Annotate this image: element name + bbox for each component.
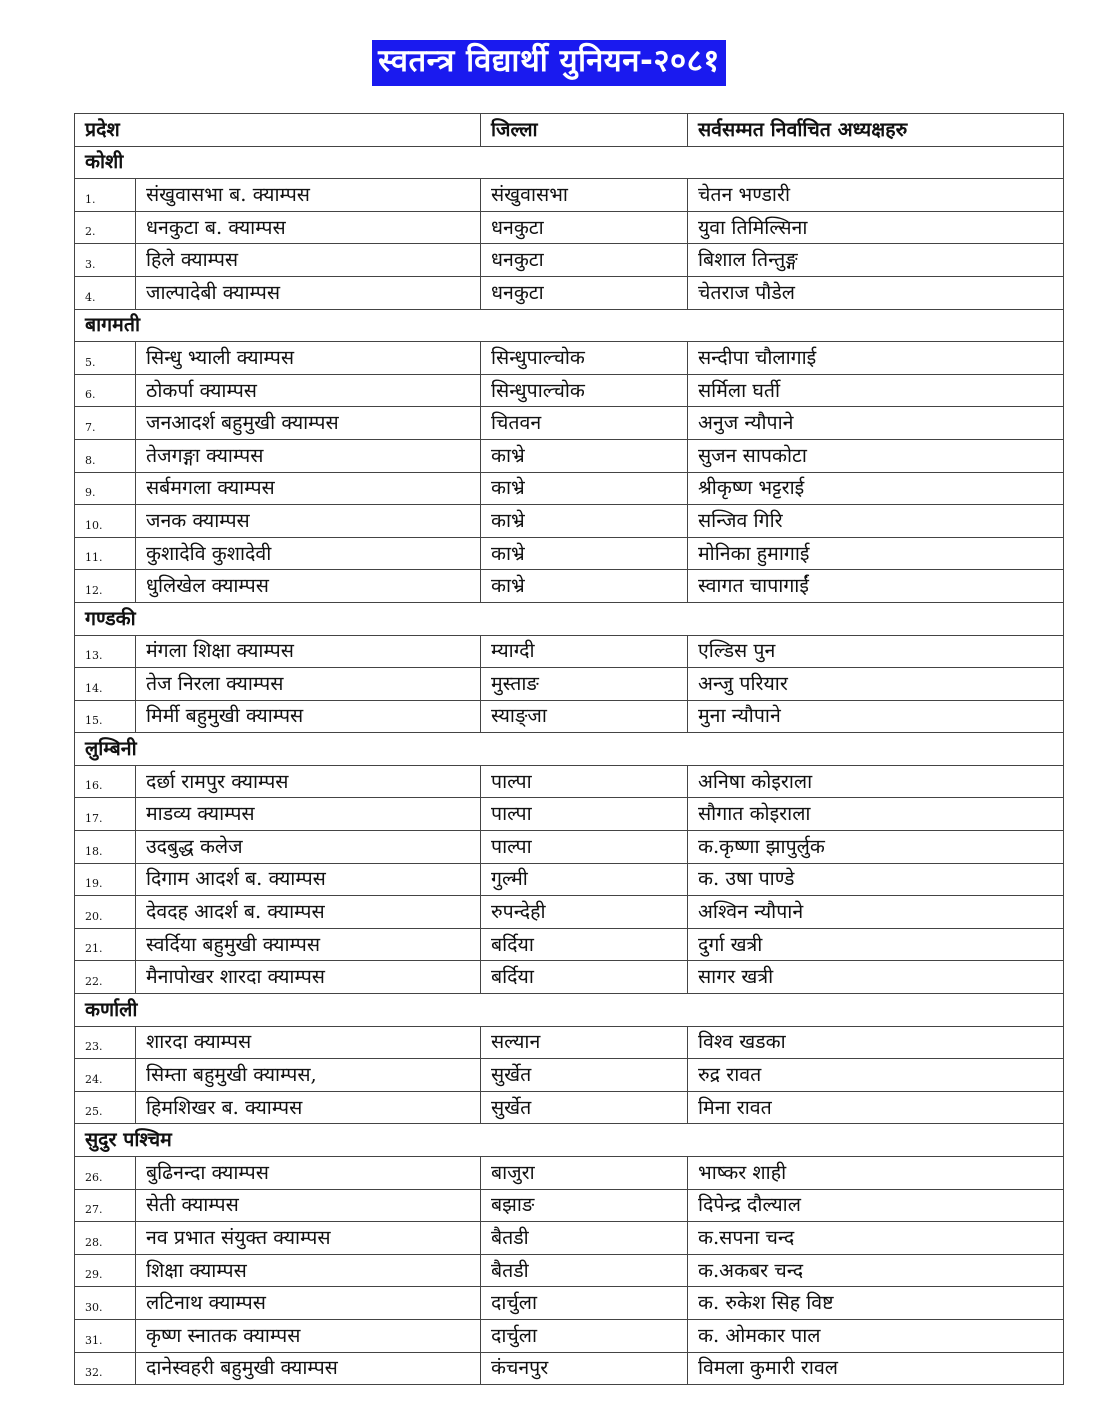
table-row <box>75 1254 1064 1287</box>
campus-name: धुलिखेल क्याम्पस <box>136 570 481 603</box>
province-name: बागमती <box>75 309 1064 342</box>
row-number: 21. <box>75 928 136 961</box>
president-name: सागर खत्री <box>688 961 1064 994</box>
header-province: प्रदेश <box>75 114 481 147</box>
table-row <box>75 961 1064 994</box>
row-number: 17. <box>75 798 136 831</box>
campus-name: सिन्धु भ्याली क्याम्पस <box>136 342 481 375</box>
president-name: बिशाल तिन्तुङ्ग <box>688 244 1064 277</box>
table-row <box>75 537 1064 570</box>
row-number: 5. <box>75 342 136 375</box>
table-row <box>75 1189 1064 1222</box>
row-number: 9. <box>75 472 136 505</box>
president-name: क.कृष्णा झापुर्लुक <box>688 831 1064 864</box>
table-row <box>75 472 1064 505</box>
row-number: 24. <box>75 1059 136 1092</box>
campus-name: संखुवासभा ब. क्याम्पस <box>136 179 481 212</box>
president-name: अन्जु परियार <box>688 668 1064 701</box>
campus-name: माडव्य क्याम्पस <box>136 798 481 831</box>
district-name: संखुवासभा <box>481 179 688 212</box>
district-name: धनकुटा <box>481 244 688 277</box>
campus-name: उदबुद्ध कलेज <box>136 831 481 864</box>
presidents-table <box>74 113 1064 1385</box>
district-name: सिन्धुपाल्चोक <box>481 342 688 375</box>
president-name: स्वागत चापागाईं <box>688 570 1064 603</box>
row-number: 3. <box>75 244 136 277</box>
campus-name: मिर्मी बहुमुखी क्याम्पस <box>136 700 481 733</box>
campus-name: सर्बमगला क्याम्पस <box>136 472 481 505</box>
president-name: अनुज न्यौपाने <box>688 407 1064 440</box>
district-name: धनकुटा <box>481 211 688 244</box>
campus-name: नव प्रभात संयुक्त क्याम्पस <box>136 1222 481 1255</box>
document-title: स्वतन्त्र विद्यार्थी युनियन-२०८१ <box>372 40 726 86</box>
row-number: 31. <box>75 1319 136 1352</box>
district-name: बाजुरा <box>481 1157 688 1190</box>
province-row <box>75 994 1064 1027</box>
district-name: चितवन <box>481 407 688 440</box>
table-row <box>75 798 1064 831</box>
row-number: 30. <box>75 1287 136 1320</box>
president-name: सर्मिला घर्ती <box>688 374 1064 407</box>
province-row <box>75 309 1064 342</box>
district-name: म्याग्दी <box>481 635 688 668</box>
campus-name: मंगला शिक्षा क्याम्पस <box>136 635 481 668</box>
president-name: श्रीकृष्ण भट्टराई <box>688 472 1064 505</box>
president-name: युवा तिमिल्सिना <box>688 211 1064 244</box>
district-name: पाल्पा <box>481 765 688 798</box>
row-number: 25. <box>75 1091 136 1124</box>
campus-name: स्वर्दिया बहुमुखी क्याम्पस <box>136 928 481 961</box>
campus-name: कुशादेवि कुशादेवी <box>136 537 481 570</box>
row-number: 19. <box>75 863 136 896</box>
campus-name: कृष्ण स्नातक क्याम्पस <box>136 1319 481 1352</box>
district-name: गुल्मी <box>481 863 688 896</box>
president-name: सन्दीपा चौलागाई <box>688 342 1064 375</box>
province-row <box>75 146 1064 179</box>
district-name: काभ्रे <box>481 472 688 505</box>
campus-name: तेजगङ्गा क्याम्पस <box>136 439 481 472</box>
table-row <box>75 863 1064 896</box>
row-number: 20. <box>75 896 136 929</box>
president-name: क. उषा पाण्डे <box>688 863 1064 896</box>
table-row <box>75 831 1064 864</box>
district-name: सुर्खेत <box>481 1059 688 1092</box>
table-row <box>75 1287 1064 1320</box>
row-number: 7. <box>75 407 136 440</box>
table-row <box>75 700 1064 733</box>
district-name: धनकुटा <box>481 276 688 309</box>
president-name: मोनिका हुमागाई <box>688 537 1064 570</box>
campus-name: सिम्ता बहुमुखी क्याम्पस, <box>136 1059 481 1092</box>
province-name: कर्णाली <box>75 994 1064 1027</box>
table-row <box>75 342 1064 375</box>
province-name: कोशी <box>75 146 1064 179</box>
campus-name: शिक्षा क्याम्पस <box>136 1254 481 1287</box>
district-name: बझाङ <box>481 1189 688 1222</box>
row-number: 12. <box>75 570 136 603</box>
president-name: दिपेन्द्र दौल्याल <box>688 1189 1064 1222</box>
campus-name: मैनापोखर शारदा क्याम्पस <box>136 961 481 994</box>
president-name: विश्व खडका <box>688 1026 1064 1059</box>
row-number: 18. <box>75 831 136 864</box>
table-row <box>75 668 1064 701</box>
district-name: बैतडी <box>481 1254 688 1287</box>
province-row <box>75 1124 1064 1157</box>
province-name: लुम्बिनी <box>75 733 1064 766</box>
campus-name: हिले क्याम्पस <box>136 244 481 277</box>
table-row <box>75 244 1064 277</box>
president-name: मुना न्यौपाने <box>688 700 1064 733</box>
row-number: 11. <box>75 537 136 570</box>
table-row <box>75 928 1064 961</box>
table-row <box>75 505 1064 538</box>
president-name: दुर्गा खत्री <box>688 928 1064 961</box>
table-row <box>75 1157 1064 1190</box>
row-number: 15. <box>75 700 136 733</box>
row-number: 10. <box>75 505 136 538</box>
president-name: सौगात कोइराला <box>688 798 1064 831</box>
president-name: सुजन सापकोटा <box>688 439 1064 472</box>
campus-name: दर्छा रामपुर क्याम्पस <box>136 765 481 798</box>
president-name: सन्जिव गिरि <box>688 505 1064 538</box>
table-row <box>75 1352 1064 1385</box>
district-name: मुस्ताङ <box>481 668 688 701</box>
province-name: सुदुर पश्चिम <box>75 1124 1064 1157</box>
district-name: दार्चुला <box>481 1319 688 1352</box>
row-number: 6. <box>75 374 136 407</box>
header-district: जिल्ला <box>481 114 688 147</box>
table-row <box>75 1059 1064 1092</box>
campus-name: लटिनाथ क्याम्पस <box>136 1287 481 1320</box>
president-name: चेतन भण्डारी <box>688 179 1064 212</box>
table-row <box>75 374 1064 407</box>
district-name: बर्दिया <box>481 928 688 961</box>
campus-name: शारदा क्याम्पस <box>136 1026 481 1059</box>
campus-name: हिमशिखर ब. क्याम्पस <box>136 1091 481 1124</box>
president-name: क.अकबर चन्द <box>688 1254 1064 1287</box>
table-header-row <box>75 114 1064 147</box>
president-name: रुद्र रावत <box>688 1059 1064 1092</box>
row-number: 14. <box>75 668 136 701</box>
district-name: कंचनपुर <box>481 1352 688 1385</box>
district-name: स्याङ्जा <box>481 700 688 733</box>
table-row <box>75 179 1064 212</box>
district-name: काभ्रे <box>481 537 688 570</box>
province-row <box>75 602 1064 635</box>
table-row <box>75 211 1064 244</box>
district-name: बर्दिया <box>481 961 688 994</box>
campus-name: दिगाम आदर्श ब. क्याम्पस <box>136 863 481 896</box>
campus-name: जाल्पादेबी क्याम्पस <box>136 276 481 309</box>
district-name: बैतडी <box>481 1222 688 1255</box>
district-name: सिन्धुपाल्चोक <box>481 374 688 407</box>
president-name: अनिषा कोइराला <box>688 765 1064 798</box>
title-wrap <box>0 40 1098 86</box>
district-name: सल्यान <box>481 1026 688 1059</box>
row-number: 29. <box>75 1254 136 1287</box>
president-name: मिना रावत <box>688 1091 1064 1124</box>
campus-name: जनक क्याम्पस <box>136 505 481 538</box>
header-president: सर्वसम्मत निर्वाचित अध्यक्षहरु <box>688 114 1064 147</box>
campus-name: देवदह आदर्श ब. क्याम्पस <box>136 896 481 929</box>
row-number: 27. <box>75 1189 136 1222</box>
president-name: क.सपना चन्द <box>688 1222 1064 1255</box>
president-name: क. रुकेश सिह विष्ट <box>688 1287 1064 1320</box>
campus-name: दानेस्वहरी बहुमुखी क्याम्पस <box>136 1352 481 1385</box>
table-row <box>75 1319 1064 1352</box>
table-row <box>75 439 1064 472</box>
row-number: 2. <box>75 211 136 244</box>
district-name: काभ्रे <box>481 570 688 603</box>
district-name: सुर्खेत <box>481 1091 688 1124</box>
row-number: 16. <box>75 765 136 798</box>
table-row <box>75 570 1064 603</box>
campus-name: बुढिनन्दा क्याम्पस <box>136 1157 481 1190</box>
president-name: चेतराज पौडेल <box>688 276 1064 309</box>
district-name: दार्चुला <box>481 1287 688 1320</box>
table-row <box>75 896 1064 929</box>
campus-name: ठोकर्पा क्याम्पस <box>136 374 481 407</box>
row-number: 28. <box>75 1222 136 1255</box>
row-number: 32. <box>75 1352 136 1385</box>
row-number: 1. <box>75 179 136 212</box>
campus-name: धनकुटा ब. क्याम्पस <box>136 211 481 244</box>
table-row <box>75 1222 1064 1255</box>
row-number: 26. <box>75 1157 136 1190</box>
president-name: क. ओमकार पाल <box>688 1319 1064 1352</box>
table-row <box>75 1026 1064 1059</box>
row-number: 4. <box>75 276 136 309</box>
row-number: 23. <box>75 1026 136 1059</box>
table-row <box>75 635 1064 668</box>
row-number: 13. <box>75 635 136 668</box>
district-name: काभ्रे <box>481 505 688 538</box>
province-name: गण्डकी <box>75 602 1064 635</box>
district-name: काभ्रे <box>481 439 688 472</box>
table-body <box>75 146 1064 1385</box>
campus-name: सेती क्याम्पस <box>136 1189 481 1222</box>
table-row <box>75 1091 1064 1124</box>
district-name: रुपन्देही <box>481 896 688 929</box>
province-row <box>75 733 1064 766</box>
table-row <box>75 765 1064 798</box>
president-name: एल्डिस पुन <box>688 635 1064 668</box>
row-number: 8. <box>75 439 136 472</box>
row-number: 22. <box>75 961 136 994</box>
campus-name: जनआदर्श बहुमुखी क्याम्पस <box>136 407 481 440</box>
district-name: पाल्पा <box>481 798 688 831</box>
district-name: पाल्पा <box>481 831 688 864</box>
president-name: विमला कुमारी रावल <box>688 1352 1064 1385</box>
campus-name: तेज निरला क्याम्पस <box>136 668 481 701</box>
president-name: अश्विन न्यौपाने <box>688 896 1064 929</box>
table-row <box>75 407 1064 440</box>
president-name: भाष्कर शाही <box>688 1157 1064 1190</box>
table-row <box>75 276 1064 309</box>
